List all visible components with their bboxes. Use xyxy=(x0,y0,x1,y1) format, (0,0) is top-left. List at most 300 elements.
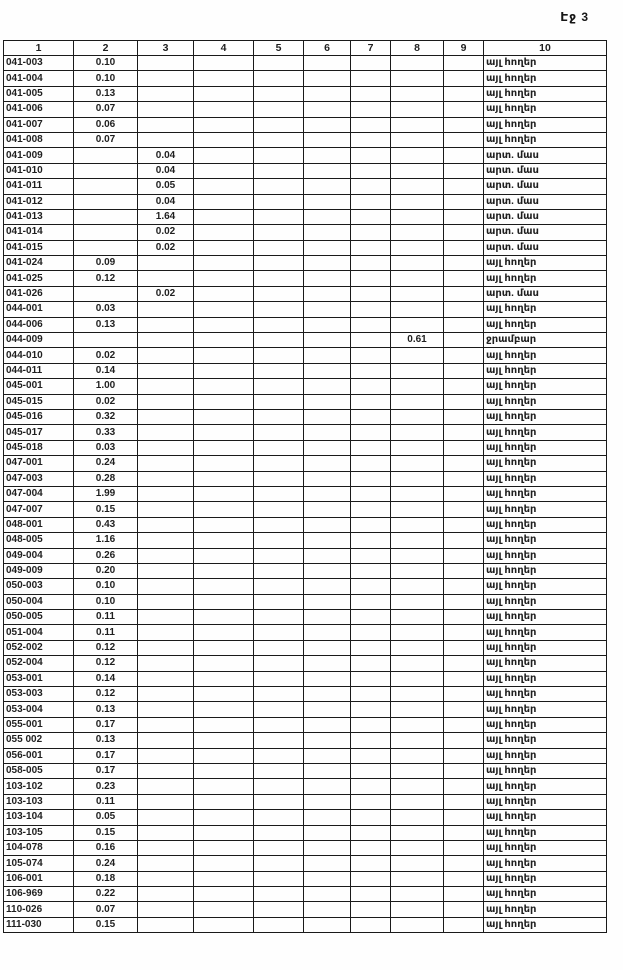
cell-col8 xyxy=(391,533,444,548)
cell-col4 xyxy=(194,779,254,794)
column-header-4: 4 xyxy=(194,41,254,56)
cell-col10: այլ հողեր xyxy=(484,56,607,71)
cell-col2: 0.12 xyxy=(74,271,138,286)
table-row xyxy=(4,271,607,286)
cell-col4 xyxy=(194,856,254,871)
cell-col7 xyxy=(351,733,391,748)
cell-col3 xyxy=(138,440,194,455)
cell-col8 xyxy=(391,348,444,363)
cell-col4 xyxy=(194,840,254,855)
cell-col5 xyxy=(254,225,304,240)
cell-col4 xyxy=(194,317,254,332)
cell-col3 xyxy=(138,917,194,932)
cell-col3 xyxy=(138,594,194,609)
cell-col2: 0.12 xyxy=(74,640,138,655)
cell-col9 xyxy=(444,425,484,440)
cell-col10: արտ. մաս xyxy=(484,179,607,194)
cell-col3 xyxy=(138,733,194,748)
cell-col7 xyxy=(351,717,391,732)
cell-col9 xyxy=(444,117,484,132)
cell-col5 xyxy=(254,594,304,609)
cell-col5 xyxy=(254,779,304,794)
cell-col3 xyxy=(138,548,194,563)
table-row xyxy=(4,317,607,332)
cell-col5 xyxy=(254,56,304,71)
cell-col5 xyxy=(254,533,304,548)
cell-col9 xyxy=(444,917,484,932)
column-header-8: 8 xyxy=(391,41,444,56)
cell-col2: 0.24 xyxy=(74,456,138,471)
cell-col9 xyxy=(444,409,484,424)
cell-col5 xyxy=(254,409,304,424)
cell-col1: 047-007 xyxy=(4,502,74,517)
cell-col8 xyxy=(391,856,444,871)
cell-col3 xyxy=(138,379,194,394)
cell-col8 xyxy=(391,748,444,763)
cell-col7 xyxy=(351,256,391,271)
cell-col4 xyxy=(194,409,254,424)
table-body xyxy=(4,56,607,933)
table-row xyxy=(4,502,607,517)
cell-col8 xyxy=(391,687,444,702)
cell-col7 xyxy=(351,71,391,86)
table-row xyxy=(4,563,607,578)
cell-col5 xyxy=(254,271,304,286)
cell-col1: 045-015 xyxy=(4,394,74,409)
cell-col1: 045-017 xyxy=(4,425,74,440)
cell-col7 xyxy=(351,425,391,440)
cell-col2: 1.99 xyxy=(74,486,138,501)
cell-col4 xyxy=(194,102,254,117)
cell-col2: 0.32 xyxy=(74,409,138,424)
cell-col5 xyxy=(254,363,304,378)
cell-col6 xyxy=(304,579,351,594)
cell-col4 xyxy=(194,563,254,578)
cell-col9 xyxy=(444,286,484,301)
cell-col7 xyxy=(351,102,391,117)
cell-col10: այլ հողեր xyxy=(484,502,607,517)
table-row xyxy=(4,579,607,594)
cell-col9 xyxy=(444,548,484,563)
table-row xyxy=(4,456,607,471)
cell-col4 xyxy=(194,348,254,363)
cell-col10: այլ հողեր xyxy=(484,102,607,117)
table-row xyxy=(4,363,607,378)
cell-col4 xyxy=(194,148,254,163)
cell-col5 xyxy=(254,86,304,101)
cell-col3 xyxy=(138,871,194,886)
cell-col1: 103-102 xyxy=(4,779,74,794)
cell-col5 xyxy=(254,471,304,486)
cell-col5 xyxy=(254,810,304,825)
cell-col7 xyxy=(351,579,391,594)
cell-col7 xyxy=(351,363,391,378)
cell-col8 xyxy=(391,563,444,578)
cell-col8 xyxy=(391,456,444,471)
cell-col3 xyxy=(138,71,194,86)
table-row xyxy=(4,56,607,71)
cell-col1: 045-001 xyxy=(4,379,74,394)
cell-col5 xyxy=(254,794,304,809)
cell-col2: 0.23 xyxy=(74,779,138,794)
cell-col6 xyxy=(304,425,351,440)
cell-col9 xyxy=(444,763,484,778)
cell-col8 xyxy=(391,317,444,332)
cell-col7 xyxy=(351,394,391,409)
cell-col3 xyxy=(138,132,194,147)
cell-col8 xyxy=(391,548,444,563)
cell-col10: այլ հողեր xyxy=(484,271,607,286)
cell-col1: 048-001 xyxy=(4,517,74,532)
cell-col6 xyxy=(304,733,351,748)
table-row xyxy=(4,671,607,686)
cell-col7 xyxy=(351,563,391,578)
table-row xyxy=(4,302,607,317)
cell-col6 xyxy=(304,194,351,209)
cell-col4 xyxy=(194,548,254,563)
cell-col7 xyxy=(351,440,391,455)
cell-col4 xyxy=(194,517,254,532)
cell-col10: այլ հողեր xyxy=(484,640,607,655)
cell-col1: 049-009 xyxy=(4,563,74,578)
cell-col7 xyxy=(351,840,391,855)
cell-col1: 041-015 xyxy=(4,240,74,255)
cell-col2: 0.02 xyxy=(74,348,138,363)
cell-col6 xyxy=(304,379,351,394)
cell-col6 xyxy=(304,594,351,609)
table-row xyxy=(4,533,607,548)
cell-col6 xyxy=(304,671,351,686)
cell-col7 xyxy=(351,456,391,471)
table-row xyxy=(4,656,607,671)
cell-col10: այլ հողեր xyxy=(484,825,607,840)
cell-col2 xyxy=(74,163,138,178)
cell-col4 xyxy=(194,117,254,132)
cell-col8 xyxy=(391,194,444,209)
cell-col5 xyxy=(254,717,304,732)
cell-col1: 041-012 xyxy=(4,194,74,209)
table-row xyxy=(4,86,607,101)
table-row xyxy=(4,763,607,778)
cell-col10: այլ հողեր xyxy=(484,548,607,563)
cell-col7 xyxy=(351,333,391,348)
cell-col3 xyxy=(138,656,194,671)
cell-col6 xyxy=(304,271,351,286)
cell-col7 xyxy=(351,887,391,902)
table-row xyxy=(4,209,607,224)
cell-col3 xyxy=(138,840,194,855)
cell-col4 xyxy=(194,194,254,209)
cell-col7 xyxy=(351,132,391,147)
cell-col6 xyxy=(304,363,351,378)
cell-col1: 051-004 xyxy=(4,625,74,640)
cell-col5 xyxy=(254,486,304,501)
cell-col2: 0.22 xyxy=(74,887,138,902)
cell-col5 xyxy=(254,640,304,655)
cell-col1: 041-011 xyxy=(4,179,74,194)
cell-col2: 0.13 xyxy=(74,733,138,748)
cell-col8 xyxy=(391,840,444,855)
cell-col2: 0.16 xyxy=(74,840,138,855)
cell-col5 xyxy=(254,917,304,932)
cell-col10: այլ հողեր xyxy=(484,86,607,101)
cell-col5 xyxy=(254,687,304,702)
cell-col9 xyxy=(444,179,484,194)
cell-col2: 0.13 xyxy=(74,702,138,717)
cell-col5 xyxy=(254,333,304,348)
cell-col3 xyxy=(138,625,194,640)
cell-col8 xyxy=(391,871,444,886)
cell-col10: այլ հողեր xyxy=(484,610,607,625)
cell-col10: այլ հողեր xyxy=(484,902,607,917)
cell-col3 xyxy=(138,610,194,625)
cell-col4 xyxy=(194,671,254,686)
cell-col2: 0.05 xyxy=(74,810,138,825)
column-header-10: 10 xyxy=(484,41,607,56)
cell-col5 xyxy=(254,148,304,163)
cell-col9 xyxy=(444,302,484,317)
cell-col4 xyxy=(194,240,254,255)
cell-col9 xyxy=(444,656,484,671)
cell-col5 xyxy=(254,163,304,178)
cell-col7 xyxy=(351,317,391,332)
table-row xyxy=(4,117,607,132)
table-row xyxy=(4,486,607,501)
table-row xyxy=(4,286,607,301)
cell-col2: 0.03 xyxy=(74,302,138,317)
cell-col3 xyxy=(138,779,194,794)
cell-col4 xyxy=(194,209,254,224)
cell-col9 xyxy=(444,671,484,686)
cell-col9 xyxy=(444,440,484,455)
table-row xyxy=(4,640,607,655)
cell-col9 xyxy=(444,471,484,486)
cell-col7 xyxy=(351,687,391,702)
table-row xyxy=(4,440,607,455)
cell-col5 xyxy=(254,102,304,117)
cell-col3 xyxy=(138,502,194,517)
cell-col4 xyxy=(194,471,254,486)
cell-col4 xyxy=(194,394,254,409)
cell-col10: արտ. մաս xyxy=(484,148,607,163)
cell-col8 xyxy=(391,486,444,501)
cell-col3 xyxy=(138,533,194,548)
cell-col3 xyxy=(138,702,194,717)
cell-col10: այլ հողեր xyxy=(484,763,607,778)
table-row xyxy=(4,779,607,794)
cell-col9 xyxy=(444,687,484,702)
cell-col4 xyxy=(194,271,254,286)
cell-col6 xyxy=(304,163,351,178)
cell-col2: 0.43 xyxy=(74,517,138,532)
cell-col6 xyxy=(304,840,351,855)
cell-col7 xyxy=(351,794,391,809)
cell-col4 xyxy=(194,425,254,440)
cell-col8 xyxy=(391,225,444,240)
cell-col2: 0.02 xyxy=(74,394,138,409)
cell-col9 xyxy=(444,563,484,578)
cell-col4 xyxy=(194,486,254,501)
cell-col10: այլ հողեր xyxy=(484,533,607,548)
cell-col6 xyxy=(304,502,351,517)
cell-col5 xyxy=(254,425,304,440)
cell-col6 xyxy=(304,71,351,86)
cell-col3: 0.02 xyxy=(138,240,194,255)
cell-col2: 0.06 xyxy=(74,117,138,132)
cell-col7 xyxy=(351,656,391,671)
cell-col7 xyxy=(351,179,391,194)
cell-col3 xyxy=(138,902,194,917)
column-header-1: 1 xyxy=(4,41,74,56)
cell-col7 xyxy=(351,748,391,763)
cell-col3 xyxy=(138,763,194,778)
cell-col1: 047-004 xyxy=(4,486,74,501)
cell-col6 xyxy=(304,240,351,255)
cell-col8 xyxy=(391,887,444,902)
cell-col1: 045-016 xyxy=(4,409,74,424)
cell-col7 xyxy=(351,379,391,394)
cell-col5 xyxy=(254,548,304,563)
cell-col1: 041-007 xyxy=(4,117,74,132)
cell-col4 xyxy=(194,717,254,732)
cell-col2: 0.13 xyxy=(74,86,138,101)
cell-col2: 0.10 xyxy=(74,71,138,86)
cell-col2: 0.17 xyxy=(74,763,138,778)
cell-col6 xyxy=(304,548,351,563)
cell-col10: այլ հողեր xyxy=(484,379,607,394)
cell-col8 xyxy=(391,363,444,378)
cell-col8 xyxy=(391,71,444,86)
cell-col10: այլ հողեր xyxy=(484,779,607,794)
cell-col5 xyxy=(254,502,304,517)
cell-col9 xyxy=(444,502,484,517)
cell-col4 xyxy=(194,179,254,194)
cell-col3 xyxy=(138,302,194,317)
cell-col2: 0.10 xyxy=(74,579,138,594)
column-header-9: 9 xyxy=(444,41,484,56)
cell-col10: այլ հողեր xyxy=(484,71,607,86)
cell-col8 xyxy=(391,425,444,440)
cell-col6 xyxy=(304,687,351,702)
cell-col9 xyxy=(444,733,484,748)
cell-col9 xyxy=(444,610,484,625)
cell-col4 xyxy=(194,163,254,178)
cell-col1: 050-004 xyxy=(4,594,74,609)
cell-col2: 0.20 xyxy=(74,563,138,578)
cell-col3 xyxy=(138,471,194,486)
cell-col2: 0.15 xyxy=(74,917,138,932)
cell-col8 xyxy=(391,733,444,748)
table-row xyxy=(4,163,607,178)
cell-col7 xyxy=(351,917,391,932)
cell-col7 xyxy=(351,763,391,778)
cell-col9 xyxy=(444,102,484,117)
cell-col6 xyxy=(304,86,351,101)
cell-col4 xyxy=(194,225,254,240)
cell-col5 xyxy=(254,132,304,147)
table-row xyxy=(4,871,607,886)
cell-col2: 0.13 xyxy=(74,317,138,332)
cell-col4 xyxy=(194,333,254,348)
cell-col6 xyxy=(304,517,351,532)
cell-col3: 0.04 xyxy=(138,163,194,178)
cell-col3 xyxy=(138,102,194,117)
cell-col7 xyxy=(351,533,391,548)
cell-col7 xyxy=(351,594,391,609)
cell-col4 xyxy=(194,456,254,471)
cell-col9 xyxy=(444,86,484,101)
cell-col1: 053-001 xyxy=(4,671,74,686)
cell-col10: այլ հողեր xyxy=(484,517,607,532)
cell-col1: 041-004 xyxy=(4,71,74,86)
table-row xyxy=(4,917,607,932)
cell-col6 xyxy=(304,225,351,240)
cell-col7 xyxy=(351,486,391,501)
cell-col9 xyxy=(444,394,484,409)
cell-col1: 044-010 xyxy=(4,348,74,363)
cell-col3 xyxy=(138,717,194,732)
cell-col6 xyxy=(304,286,351,301)
table-row xyxy=(4,256,607,271)
cell-col8 xyxy=(391,471,444,486)
cell-col6 xyxy=(304,471,351,486)
cell-col6 xyxy=(304,794,351,809)
cell-col9 xyxy=(444,256,484,271)
cell-col1: 106-969 xyxy=(4,887,74,902)
cell-col1: 050-005 xyxy=(4,610,74,625)
cell-col4 xyxy=(194,440,254,455)
cell-col3 xyxy=(138,748,194,763)
column-header-6: 6 xyxy=(304,41,351,56)
cell-col10: արտ. մաս xyxy=(484,163,607,178)
cell-col8 xyxy=(391,810,444,825)
cell-col1: 048-005 xyxy=(4,533,74,548)
cell-col8 xyxy=(391,102,444,117)
cell-col6 xyxy=(304,348,351,363)
cell-col1: 110-026 xyxy=(4,902,74,917)
cell-col2: 0.14 xyxy=(74,363,138,378)
cell-col5 xyxy=(254,748,304,763)
cell-col7 xyxy=(351,209,391,224)
header-row xyxy=(4,41,607,56)
cell-col3 xyxy=(138,56,194,71)
cell-col1: 053-003 xyxy=(4,687,74,702)
cell-col6 xyxy=(304,887,351,902)
cell-col8 xyxy=(391,271,444,286)
cell-col10: այլ հողեր xyxy=(484,887,607,902)
cell-col5 xyxy=(254,348,304,363)
cell-col1: 041-025 xyxy=(4,271,74,286)
cell-col1: 044-009 xyxy=(4,333,74,348)
cell-col6 xyxy=(304,56,351,71)
cell-col6 xyxy=(304,486,351,501)
table-row xyxy=(4,179,607,194)
cell-col7 xyxy=(351,548,391,563)
cell-col6 xyxy=(304,563,351,578)
cell-col5 xyxy=(254,379,304,394)
cell-col3 xyxy=(138,579,194,594)
cell-col9 xyxy=(444,71,484,86)
cell-col4 xyxy=(194,625,254,640)
cell-col2: 0.24 xyxy=(74,856,138,871)
cell-col7 xyxy=(351,902,391,917)
cell-col5 xyxy=(254,702,304,717)
cell-col4 xyxy=(194,302,254,317)
cell-col3 xyxy=(138,563,194,578)
cell-col2: 0.15 xyxy=(74,502,138,517)
cell-col8 xyxy=(391,594,444,609)
cell-col6 xyxy=(304,779,351,794)
